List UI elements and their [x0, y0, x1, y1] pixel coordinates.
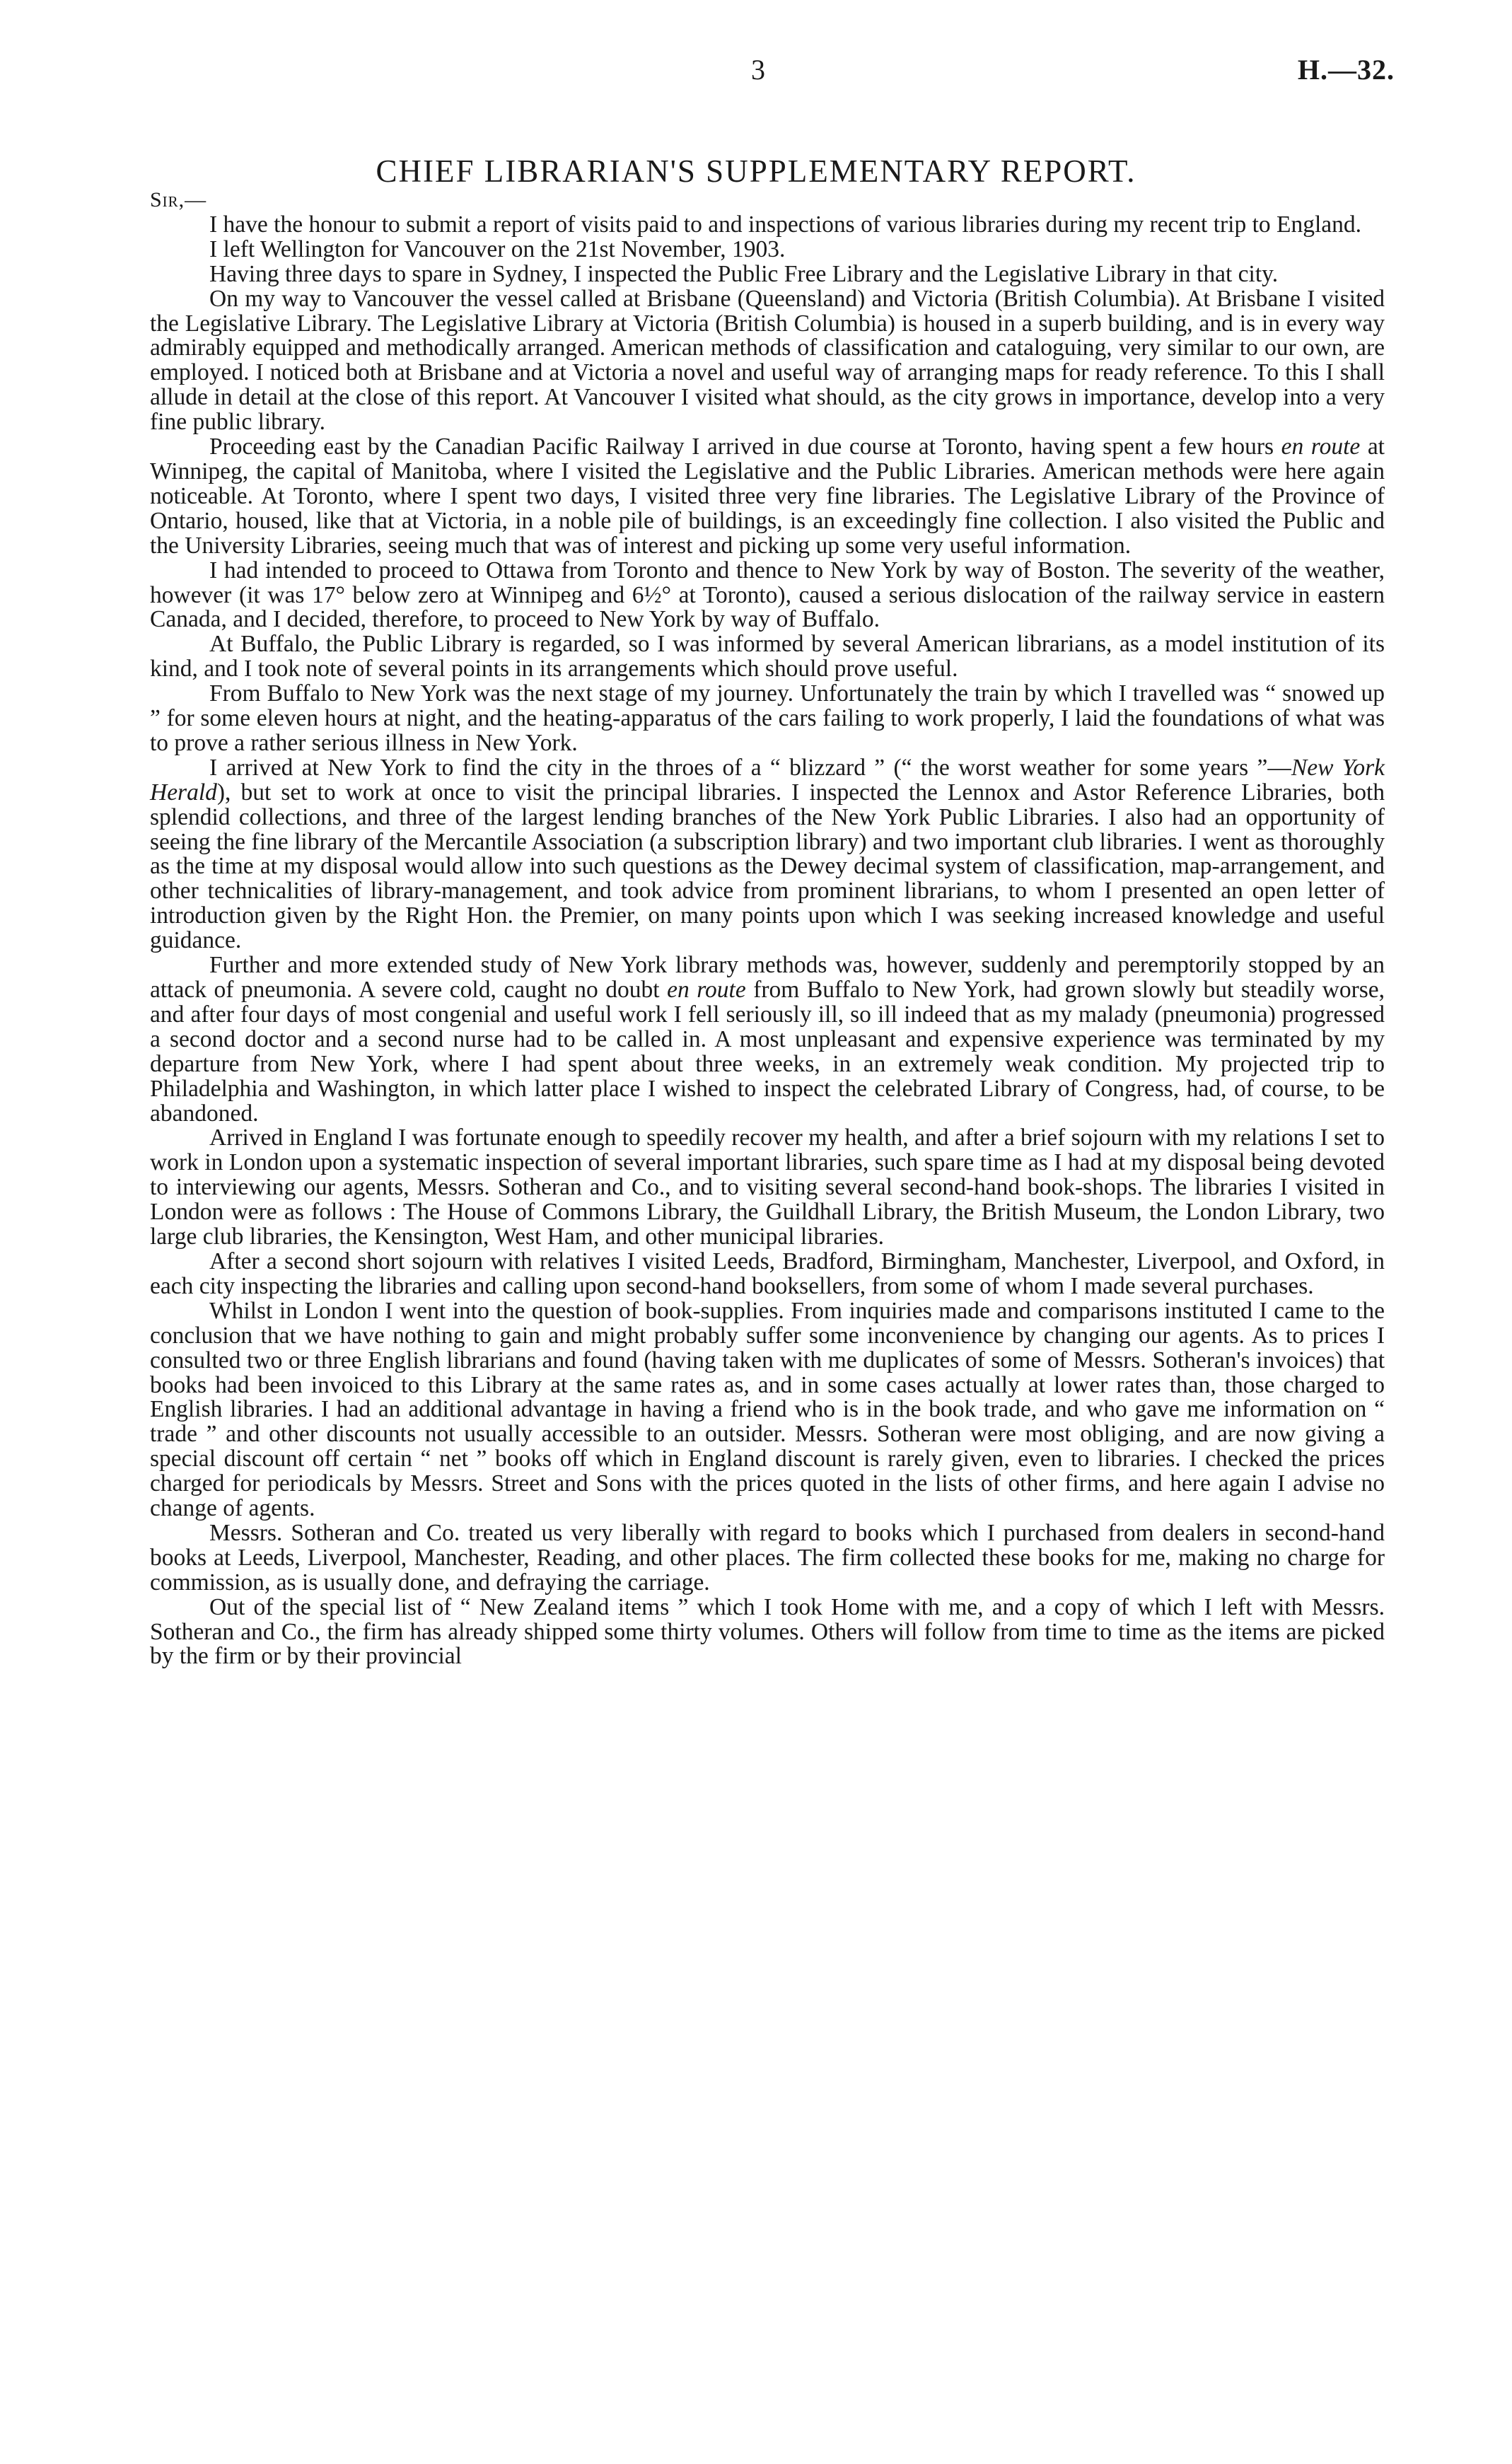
- paragraph: [150, 1250, 1385, 1299]
- paragraph-text: Messrs. Sotheran and Co. treated us very liberally with regard to books which I purchased from dealers in second-hand books at Leeds, Liverpool, Manchester, Reading, and other places. The firm collected these books for me, making no charge for commission, as is usually done, and defraying the carriage.: [150, 1519, 1385, 1596]
- paragraph: [150, 682, 1385, 756]
- paragraph: [150, 1126, 1385, 1250]
- paragraph-text: Whilst in London I went into the question of book-supplies. From inquiries made and comparisons instituted I came to the conclusion that we have nothing to gain and might probably suffer some inconvenience by changing our agents. As to prices I consulted two or three English librarians and found (having taken with me duplicates of some of Messrs. Sotheran's invoices) that books had been invoiced to this Library at the same rates as, and in some cases actually at lower rates than, those charged to English libraries. I had an additional advantage in having a friend who is in the book trade, and who gave me information on “ trade ” and other discounts not usually accessible to an outsider. Messrs. Sotheran were most obliging, and are now giving a special discount off certain “ net ” books off which in England discount is rarely given, even to libraries. I checked the prices charged for periodicals by Messrs. Street and Sons with the prices quoted in the lists of other firms, and here again I advise no change of agents.: [150, 1297, 1385, 1522]
- paragraph: [150, 559, 1385, 633]
- paragraph-text: Having three days to spare in Sydney, I inspected the Public Free Library and the Legislative Library in that city.: [209, 260, 1279, 287]
- paragraph-text: Arrived in England I was fortunate enough to speedily recover my health, and after a brief sojourn with my relations I set to work in London upon a systematic inspection of several important libraries, such spare time as I had at my disposal being devoted to interviewing our agents, Messrs. Sotheran and Co., and to visiting several second-hand book-shops. The libraries I visited in London were as follows : The House of Commons Library, the Guildhall Library, the British Museum, the London Library, two large club libraries, the Kensington, West Ham, and other municipal libraries.: [150, 1125, 1385, 1250]
- paragraph: [150, 756, 1385, 953]
- page-header: [0, 52, 1512, 95]
- paragraph: [150, 262, 1385, 287]
- salutation: Sir,—: [150, 188, 207, 211]
- page-number: 3: [751, 54, 765, 86]
- italic-phrase: en route: [667, 977, 746, 1003]
- paragraph: [150, 435, 1385, 559]
- paragraph: [150, 1593, 1385, 1670]
- paragraph: [150, 1521, 1385, 1596]
- paragraph: [150, 953, 1385, 1126]
- document-reference: H.—32.: [1297, 54, 1395, 86]
- paragraph-text: I arrived at New York to find the city in the throes of a “ blizzard ” (“ the worst weather for some years ”—: [209, 754, 1291, 781]
- paragraph: [150, 287, 1385, 435]
- italic-phrase: en route: [1281, 434, 1361, 460]
- paragraph-text: Out of the special list of “ New Zealand items ” which I took Home with me, and a copy of which I left with Messrs. Sotheran and Co., the firm has already shipped some thirty volumes. Others will follow from time to time as the items are picked by the firm or by their provincial: [150, 1593, 1385, 1670]
- paragraph-text: ), but set to work at once to visit the principal libraries. I inspected the Lennox and Astor Reference Libraries, both splendid collections, and three of the largest lending branches of the New York Public Libraries. I also had an opportunity of seeing the fine library of the Mercantile Association (a subscription library) and two important club libraries. I went as thoroughly as the time at my disposal would allow into such questions as the Dewey decimal system of classification, map-arrangement, and other technicalities of library-management, and took advice from prominent librarians, to whom I presented an open letter of introduction given by the Right Hon. the Premier, on many points upon which I was seeking increased knowledge and useful guidance.: [150, 779, 1385, 954]
- paragraph-text: Proceeding east by the Canadian Pacific Railway I arrived in due course at Toronto, having spent a few hours: [209, 434, 1281, 460]
- report-title: CHIEF LIBRARIAN'S SUPPLEMENTARY REPORT.: [376, 153, 1136, 190]
- paragraph-text: After a second short sojourn with relatives I visited Leeds, Bradford, Birmingham, Manchester, Liverpool, and Oxford, in each city inspecting the libraries and calling upon second-hand booksellers, from some of whom I made several purchases.: [150, 1248, 1385, 1299]
- paragraph-text: at Winnipeg, the capital of Manitoba, where I visited the Legislative and the Public Libraries. American methods were here again noticeable. At Toronto, where I spent two days, I visited three very fine libraries. The Legislative Library of the Province of Ontario, housed, like that at Victoria, in a noble pile of buildings, is an exceedingly fine collection. I also visited the Public and the University Libraries, seeing much that was of interest and picking up some very useful information.: [150, 434, 1385, 559]
- paragraph: [150, 238, 1385, 262]
- paragraph-text: I left Wellington for Vancouver on the 21st November, 1903.: [209, 236, 786, 262]
- paragraph: [150, 1299, 1385, 1521]
- paragraph-text: from Buffalo to New York, had grown slowly but steadily worse, and after four days of most congenial and useful work I fell seriously ill, so ill indeed that as my malady (pneumonia) progressed a second doctor and a second nurse had to be called in. A most unpleasant and expensive experience was terminated by my departure from New York, where I had spent about three weeks, in an extremely weak condition. My projected trip to Philadelphia and Washington, in which latter place I wished to inspect the celebrated Library of Congress, had, of course, to be abandoned.: [150, 977, 1385, 1127]
- paragraph-text: I have the honour to submit a report of visits paid to and inspections of various libraries during my recent trip to England.: [209, 211, 1362, 238]
- paragraph-text: Further and more extended study of New York library methods was, however, suddenly and peremptorily stopped by an attack of pneumonia. A severe cold, caught no doubt: [150, 952, 1385, 1003]
- paragraph-list: [150, 213, 1385, 1669]
- paragraph-text: From Buffalo to New York was the next stage of my journey. Unfortunately the train by which I travelled was “ snowed up ” for some eleven hours at night, and the heating-apparatus of the cars failing to work properly, I laid the foundations of what was to prove a rather serious illness in New York.: [150, 680, 1385, 756]
- paragraph: [150, 632, 1385, 682]
- paragraph: [150, 213, 1385, 238]
- paragraph-text: At Buffalo, the Public Library is regarded, so I was informed by several American librarians, as a model institution of its kind, and I took note of several points in its arrangements which should prove useful.: [150, 631, 1385, 682]
- paragraph-text: On my way to Vancouver the vessel called at Brisbane (Queensland) and Victoria (British Columbia). At Brisbane I visited the Legislative Library. The Legislative Library at Victoria (British Columbia) is housed in a superb building, and is in every way admirably equipped and methodically arranged. American methods of classification and cataloguing, very similar to our own, are employed. I noticed both at Brisbane and at Victoria a novel and useful way of arranging maps for ready reference. To this I shall allude in detail at the close of this report. At Vancouver I visited what should, as the city grows in importance, develop into a very fine public library.: [150, 285, 1385, 436]
- paragraph-text: I had intended to proceed to Ottawa from Toronto and thence to New York by way of Boston. The severity of the weather, however (it was 17° below zero at Winnipeg and 6½° at Toronto), caused a serious dislocation of the railway service in eastern Canada, and I decided, therefore, to proceed to New York by way of Buffalo.: [150, 557, 1385, 633]
- italic-phrase: New York Herald: [150, 754, 1385, 806]
- report-body: [150, 188, 1385, 1669]
